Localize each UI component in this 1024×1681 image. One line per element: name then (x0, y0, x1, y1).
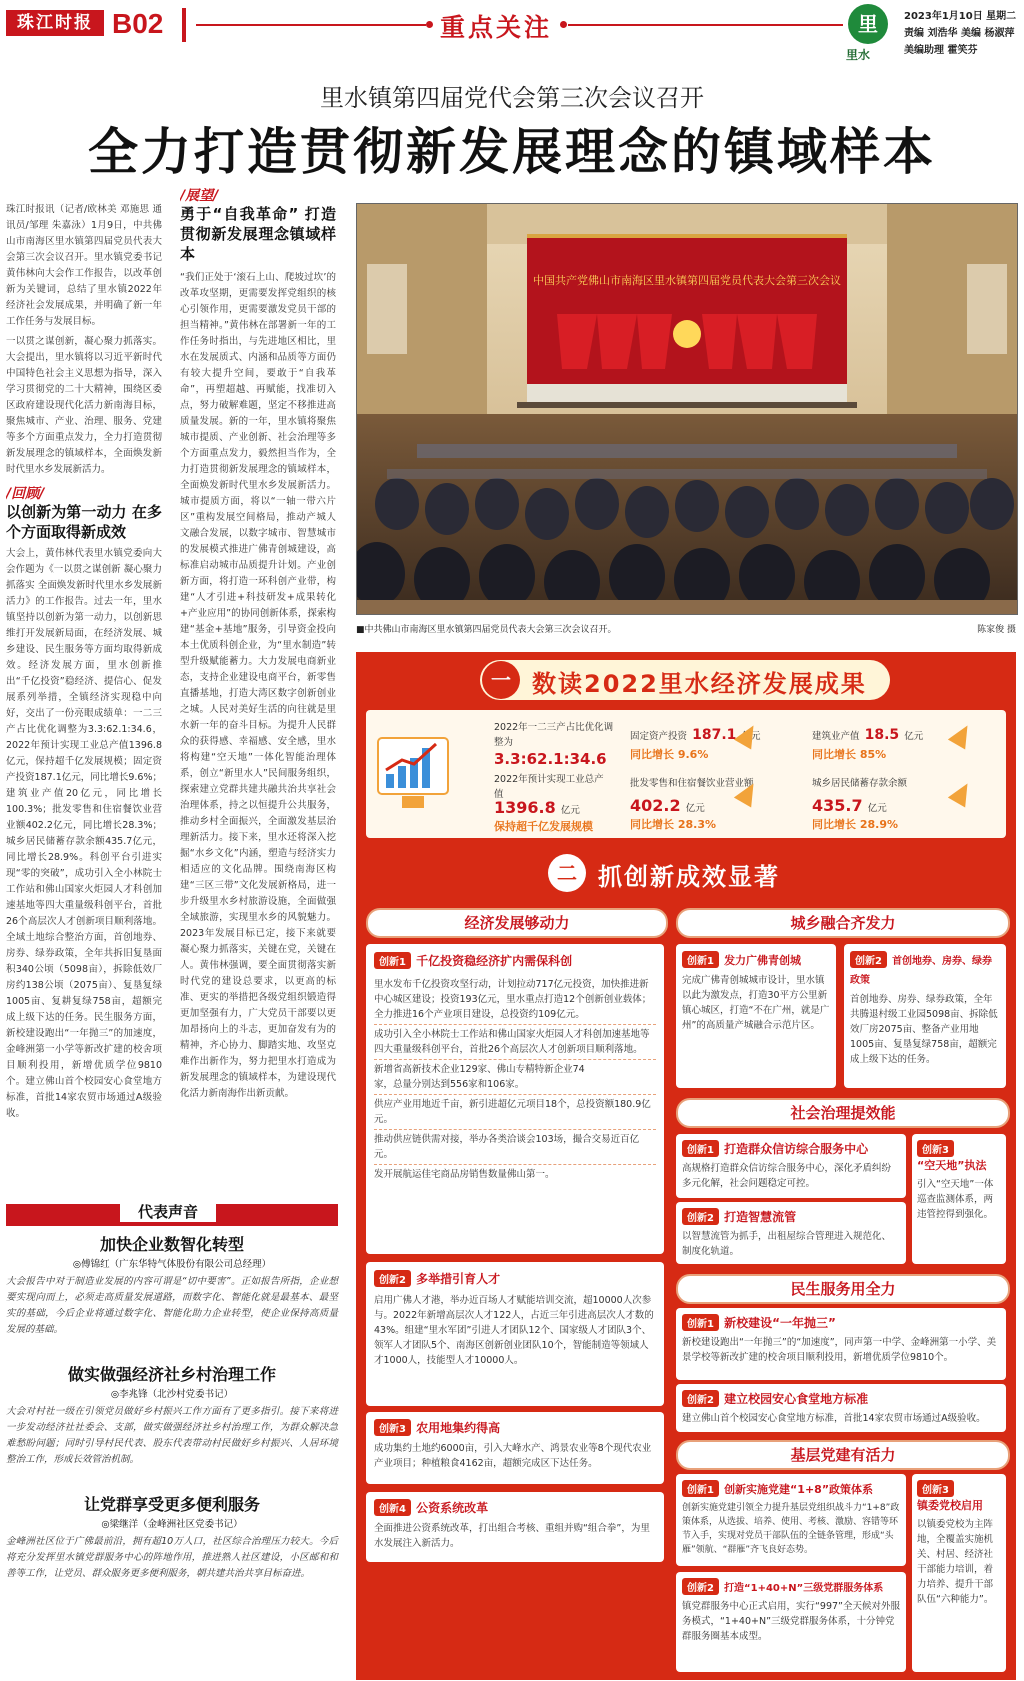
voice-2-title: 做实做强经济社乡村治理工作 (67, 1365, 276, 1384)
rule-dot (426, 21, 433, 28)
stat-investment-unit: 亿元 (741, 731, 761, 742)
party-tag-2: 创新2 (682, 1578, 719, 1595)
econ-pill: 经济发展够动力 (366, 908, 668, 938)
voice-1-title: 加快企业数智化转型 (99, 1235, 244, 1254)
life-tag-1: 创新1 (682, 1314, 719, 1331)
stat-output-unit: 亿元 (560, 805, 580, 816)
voice-3-title: 让党群享受更多便利服务 (83, 1495, 260, 1514)
life-tag-1-title: 新校建设“一年抛三” (724, 1316, 836, 1330)
stat-output-note: 保持超千亿发展规模 (494, 820, 593, 833)
stat-construction-note: 同比增长 85% (812, 748, 887, 761)
photo-credit: 陈家俊 摄 (977, 625, 1016, 635)
econ-item: 成功引入全小林院士工作站和佛山国家火炬园人才科创加速基地等四大重量级科创平台，首批26个高层次人才创新项目顺利落地。 (374, 1025, 656, 1060)
lishui-logo-icon: 里 (848, 4, 888, 44)
stat-construction-value: 18.5 (864, 727, 900, 743)
party-tag-3-body: 以镇委党校为主阵地，全覆盖实施机关、村居、经济社干部能力培训，着力培养、提升干部队伍“六种能力”。 (917, 1519, 994, 1605)
stat-construction-label: 建筑业产值 (812, 731, 860, 742)
headline-title: 全力打造贯彻新发展理念的镇域样本 (88, 122, 936, 181)
stat-investment-value: 187.1 (692, 727, 737, 743)
caption-text: ■中共佛山市南海区里水镇第四届党员代表大会第三次会议召开。 (356, 625, 617, 635)
party-tag-1: 创新1 (682, 1480, 719, 1497)
section2-number: 二 (548, 854, 586, 892)
gov-tag-1-title: 打造群众信访综合服务中心 (724, 1142, 869, 1156)
masthead-rule-left (196, 24, 426, 26)
stat-ratio-label: 2022年一二三产占比优化调整为 (494, 722, 614, 748)
party-tag-3: 创新3 (917, 1480, 954, 1497)
econ-card-3 (366, 1412, 664, 1484)
econ-card-1 (366, 944, 664, 1254)
article-column-1 (6, 202, 162, 1194)
arrow-up-icon (948, 720, 976, 749)
party-tag-1-body: 创新实施党建引领全力提升基层党组织战斗力“1+8”政策体系，从选拔、培养、使用、考核、激励、容错等环节入手，实现对党员干部队伍的全链条管理，形成“头雁”领航、“群雁”齐飞良好态势。 (682, 1503, 900, 1555)
stat-construction (812, 724, 923, 744)
stage-banner-text: 中国共产党佛山市南海区里水镇第四届党员代表大会第三次会议 (533, 274, 841, 287)
city-card-2 (844, 944, 1006, 1088)
gov-pill: 社会治理提效能 (676, 1098, 1010, 1128)
stat-retail-unit: 亿元 (685, 803, 705, 814)
voices-label: 代表声音 (120, 1201, 216, 1222)
life-card-2 (676, 1384, 1006, 1432)
masthead-rule-right (568, 24, 843, 26)
outlook-body: “我们正处于‘滚石上山、爬坡过坎’的改革攻坚期，更需要发挥党组织的核心引领作用，更需要激发党员干部的担当精神。”黄伟林在部署新一年的工作任务时指出，与先进地区相比，里水在发展质式、内涵和品质等方面仍有较大提升空间，要敢于“自我革命”，再塑超越、再赋能，找准切入点，努力破解难题，坚定不移推进高质量发展。新的一年，里水镇将聚焦城市提质、产业创新、社会治理等多个方面重点发力，毅然担当作为，全力打造贯彻新发展理念的镇域样本，全面焕发新时代里水乡发展新活力。城市提质方面，将以“一轴一带六片区”重构发展空间格局，推动产城人文融合发展，以数字城市、智慧城市的发展模式推进广佛青创城建设，高标准启动城市品质提升计划。产业创新方面，将打造一环科创产业带，构建“人才引进+科技研发+成果转化+产业应用”的协同创新体系，探索构建“基金+基地”服务，引导资金投向本土优质科创企业，为“里水制造”转型升级赋能蓄力。大力发展电商新业态，支持企业建设电商平台，新零售直播基地，打造大湾区数字创新创业之城。人民对美好生活的向往就是里水新一年的奋斗目标。为提升人民群众的获得感、幸福感、安全感，里水将构建“空天地”一体化智能治理体系，创立“新里水人”民间服务组织，探索建立党群共建共融共治共享社会治理体系，持之以恒提升公共服务，推动乡村全面振兴，全面激发基层治理新活力。接下来，里水还将深入挖掘“水乡文化”内涵，塑造与经济实力相适应的文化品牌。围绕南海区构建“三区三带”文化发展新格局，进一步升级里水乡村旅游设施，全面做强全域旅游，实现里水乡的风貌魅力。2023年发展目标已定，接下来就要凝心聚力抓落实，关键在党，关键在人。黄伟林强调，要全面贯彻落实新时代党的建设总要求，以更高的标准、更实的举措把各级党组织锻造得更加坚强有力，广大党员干部要以更加昂扬向上的斗志，更加奋发有为的精神，齐心协力、脚踏实地、攻坚克难作出新作为，努力把里水打造成为新发展理念的镇域样本，为建设现代化活力新南海作出新贡献。 (180, 272, 336, 1099)
stat-output (494, 798, 580, 818)
party-emblem-icon (673, 320, 701, 348)
econ-tag-1: 创新1 (374, 952, 411, 969)
photo-caption (356, 622, 1016, 635)
life-tag-2: 创新2 (682, 1390, 719, 1407)
date: 2023年1月10日 星期二 (904, 11, 1017, 22)
headline-kicker: 里水镇第四届党代会第三次会议召开 (320, 84, 704, 112)
section1-number: 一 (482, 661, 520, 699)
voice-2-body: 大会对村社一级在引领党员做好乡村振兴工作方面有了更多指引。接下来将进一步发动经济社社委会、支部，做实做强经济社乡村治理工作，为群众解决急难愁盼问题；同时引导村民代表、股东代表带动村民做好乡村振兴、人居环境整治工作，形成长效管治机制。 (6, 1406, 338, 1465)
stat-investment-label: 固定资产投资 (630, 731, 688, 742)
growth-chart-icon (374, 734, 454, 814)
meeting-photo (356, 203, 1018, 615)
gov-tag-3: 创新3 (917, 1140, 954, 1157)
econ-item: 里水发布千亿投资攻坚行动，计划拉动717亿元投资，加快推进新中心城区建设；投资193亿元，里水重点打造12个创新创业载体；全力推进16个产业项目建设，总投资约109亿元。 (374, 975, 656, 1025)
voice-1-author: ◎傅锦红（广东华特气体股份有限公司总经理） (72, 1259, 272, 1270)
gov-tag-1: 创新1 (682, 1140, 719, 1157)
city-card-1 (676, 944, 836, 1088)
econ-tag-2-body: 启用广佛人才港，举办近百场人才赋能培训交流，超10000人次参与。2022年新增高层次人才122人，占近三年引进高层次人才数的43%。组建“里水军团”引进人才团队12个、国家级人才团队3个、领军人才团队5个、南海区创新创业团队10个，智能制造等领域人才1000人，技能型人才10000人。 (374, 1295, 654, 1366)
stat-savings-note: 同比增长 28.9% (812, 818, 898, 831)
city-tag-2-body: 首创地券、房券、绿券政策，全年共腾退村级工业园5098亩、拆除低效厂房2075亩、整备产业用地1005亩、复垦复绿758亩，超额完成上级下达的任务。 (850, 994, 998, 1065)
dateline (904, 8, 1016, 59)
article-column-2 (180, 188, 336, 1194)
outlook-label: /展望/ (180, 188, 219, 204)
life-pill: 民生服务用全力 (676, 1274, 1010, 1304)
econ-items (366, 975, 664, 1184)
stat-savings-unit: 亿元 (867, 803, 887, 814)
econ-card-4 (366, 1492, 664, 1562)
stat-output-value: 1396.8 (494, 798, 556, 817)
article-para: 一以贯之谋创新，凝心聚力抓落实。大会提出，里水镇将以习近平新时代中国特色社会主义思想为指导，深入学习贯彻党的二十大精神，围绕区委区政府建设现代化活力新南海目标，聚焦城市、产业、治理、服务、党建等多个方面重点发力，全力打造贯彻新发展理念的镇域样本，全面焕发新时代里水乡发展新活力。 (6, 336, 162, 475)
stat-savings (812, 796, 887, 816)
econ-tag-3-title: 农用地集约得高 (416, 1421, 501, 1435)
voice-2-author: ◎李兆锋（北沙村党委书记） (110, 1389, 234, 1400)
voice-3-body: 金峰洲社区位于广佛最前沿，拥有超10万人口，社区综合治理压力较大。今后将充分发挥里水镇党群服务中心的阵地作用，推进熟人社区建设，小区邮和和善等工作，让党员、群众服务更多便利服务，朝共建共治共享目标奋进。 (6, 1536, 338, 1579)
stat-retail-value: 402.2 (630, 796, 681, 815)
party-pill: 基层党建有活力 (676, 1440, 1010, 1470)
econ-item: 发开展航运佳宅商品房销售数量佛山第一。 (374, 1169, 555, 1180)
gov-card-3 (912, 1134, 1006, 1264)
party-card-2 (676, 1572, 906, 1672)
gov-tag-2-body: 以智慧流管为抓手，出租屋综合管理进入规范化、制度化轨道。 (682, 1231, 892, 1257)
econ-card-2 (366, 1262, 664, 1406)
city-tag-1: 创新1 (682, 951, 719, 968)
stat-ratio-value: 3.3:62.1:34.6 (494, 750, 607, 768)
econ-item: 新增省高新技术企业129家、佛山专精特新企业74家，总量分别达到556家和106家。 (374, 1060, 656, 1095)
section2-title: 抓创新成效显著 (598, 863, 780, 891)
gov-tag-2-title: 打造智慧流管 (724, 1210, 797, 1224)
econ-tag-4-title: 公资系统改革 (416, 1501, 489, 1515)
stat-retail (630, 796, 705, 816)
econ-item: 推动供应链供需对接，举办各类洽谈会103场，撮合交易近百亿元。 (374, 1130, 656, 1165)
gov-tag-3-title: “空天地”执法 (917, 1159, 987, 1172)
assistant-credit: 美编助理 霍笑芬 (904, 45, 978, 56)
review-body: 大会上，黄伟林代表里水镇党委向大会作题为《一以贯之谋创新 凝心聚力抓落实 全面焕发新时代里水乡发展新活力》的工作报告。过去一年，里水镇坚持以创新为第一动力，以创新思维打开发展新局面，在经济发展、城乡建设、民生服务等方面均取得新成效。经济发展方面，里水创新推出“千亿投资”稳经济、提信心、促发展系列举措，全镇经济实现稳中向好，交出了一份亮眼成绩单：一二三产占比优化调整为3.3:62.1:34.6，2022年预计实现工业总产值1396.8亿元，保持超千亿发展规模；固定资产投资187.1亿元，同比增长9.6%；建筑业产值20亿元，同比增长100.3%；批发零售和住宿餐饮业营业额402.2亿元，同比增长28.3%；城乡居民储蓄存款余额435.7亿元，同比增长28.9%。科创平台引进实现“零的突破”，成功引入全小林院士工作站和佛山国家火炬园人才科创加速基地等四大重量级科创平台，首批26个高层次人才创新项目顺利落地。全域土地综合整治方面，首创地券、房券、绿券政策，全年共拆旧复垦面积340公顷（5098亩），拆除低效厂房约138公顷（2075亩）、复垦复绿1005亩、复耕复绿758亩，超额完成上级下达的任务。民生服务方面，新校建设跑出“一年抛三”的加速度，金峰洲第一小学等新改扩建的校舍项目顺利投用，新增优质学位9810个。建立佛山首个校园安心食堂地方标准，首批14家农贸市场通过A级验收。 (6, 548, 162, 1119)
review-label: /回顾/ (6, 486, 45, 502)
stat-investment-note: 同比增长 9.6% (630, 748, 709, 761)
editor-credit: 责编 刘浩华 美编 杨淑萍 (904, 28, 1015, 39)
voice-1-body: 大会报告中对于制造业发展的内容可谓是“切中要害”。正如报告所指，企业想要实现向而上，必须走高质量发展道路，而数字化、智能化就是最基本、最坚实的基础，今后企业将通过数字化、智能化助力企业转型，使企业保持高质量发展的基础。 (6, 1276, 338, 1335)
city-tag-1-title: 发力广佛青创城 (724, 954, 802, 967)
econ-item: 供应产业用地近千亩，新引进超亿元项目18个，总投资额180.9亿元。 (374, 1095, 656, 1130)
voice-3-author: ◎梁继洋（金峰洲社区党委书记） (101, 1519, 243, 1530)
econ-tag-2-title: 多举措引育人才 (416, 1272, 501, 1286)
city-pill: 城乡融合齐发力 (676, 908, 1010, 938)
stat-savings-value: 435.7 (812, 796, 863, 815)
paper-name: 珠江时报 (6, 10, 104, 36)
econ-tag-1-title: 千亿投资稳经济扩内需保科创 (416, 954, 573, 968)
gov-card-1 (676, 1134, 906, 1198)
meeting-photo-illustration (357, 204, 1017, 614)
stat-retail-label: 批发零售和住宿餐饮业营业额 (630, 778, 754, 789)
life-tag-2-body: 建立佛山首个校园安心食堂地方标准，首批14家农贸市场通过A级验收。 (682, 1413, 986, 1424)
party-tag-2-title: 打造“1+40+N”三级党群服务体系 (724, 1583, 884, 1594)
page-number: B02 (112, 8, 164, 39)
life-card-1 (676, 1308, 1006, 1380)
city-tag-2: 创新2 (850, 951, 887, 968)
econ-tag-3: 创新3 (374, 1419, 411, 1436)
econ-tag-4: 创新4 (374, 1499, 411, 1516)
masthead-bar (182, 8, 186, 42)
life-tag-1-body: 新校建设跑出“一年抛三”的“加速度”，同声第一中学、金峰洲第一小学、美景学校等新改扩建的校舍项目顺利投用，新增优质学位9810个。 (682, 1337, 997, 1363)
outlook-title: 勇于“自我革命” 打造贯彻新发展理念镇域样本 (180, 205, 336, 263)
party-card-3 (912, 1474, 1006, 1672)
review-title: 以创新为第一动力 在多个方面取得新成效 (6, 503, 162, 541)
section1-title: 数读2022里水经济发展成果 (532, 670, 867, 698)
gov-tag-2: 创新2 (682, 1208, 719, 1225)
city-tag-1-body: 完成广佛青创城城市设计，里水镇以此为激发点，打造30平方公里新镇心城区，打造“不在广州，就是广州”的高质量产城融合示范片区。 (682, 975, 830, 1031)
party-tag-1-title: 创新实施党建“1+8”政策体系 (724, 1483, 874, 1496)
gov-card-2 (676, 1202, 906, 1264)
gov-tag-1-body: 高规格打造群众信访综合服务中心，深化矛盾纠纷多元化解，社会问题稳定可控。 (682, 1163, 892, 1189)
stat-retail-note: 同比增长 28.3% (630, 818, 716, 831)
article-lead: 珠江时报讯（记者/欧林美 邓施思 通讯员/邹理 朱嘉泳）1月9日，中共佛山市南海区里水镇第四届党员代表大会第三次会议召开。里水镇党委书记黄伟林向大会作工作报告，以改革创新为关键词，总结了里水镇2022年经济社会发展成果，并明确了新一年工作任务与发展目标。 (6, 204, 162, 327)
rule-dot (560, 21, 567, 28)
party-card-1 (676, 1474, 906, 1566)
life-tag-2-title: 建立校园安心食堂地方标准 (724, 1392, 869, 1406)
party-tag-2-body: 镇党群服务中心正式启用，实行“997”全天候对外服务模式，“1+40+N”三级党群服务体系，十分钟党群服务圈基本成型。 (682, 1601, 900, 1642)
econ-tag-3-body: 成功集约土地约6000亩，引入大峰水产、鸿景农业等8个现代农业产业项目；种植粮食4162亩，超额完成区下达任务。 (374, 1443, 652, 1469)
econ-tag-4-body: 全面推进公资系统改革，打出组合考核、重组并购“组合拳”，为里水发展注入新活力。 (374, 1523, 650, 1549)
stat-savings-label: 城乡居民储蓄存款余额 (812, 778, 908, 789)
gov-tag-3-body: 引入“空天地”一体巡查监测体系，两违管控得到强化。 (917, 1179, 994, 1220)
stat-output-label: 2022年预计实现工业总产值 (494, 774, 604, 800)
stats-card (366, 710, 1006, 838)
city-tag-2-title: 首创地券、房券、绿券政策 (850, 956, 993, 986)
section-title: 重点关注 (440, 13, 553, 42)
party-tag-3-title: 镇委党校启用 (917, 1499, 983, 1512)
econ-tag-2: 创新2 (374, 1270, 411, 1287)
stat-construction-unit: 亿元 (904, 731, 924, 742)
logo-text: 里水 (846, 48, 871, 62)
